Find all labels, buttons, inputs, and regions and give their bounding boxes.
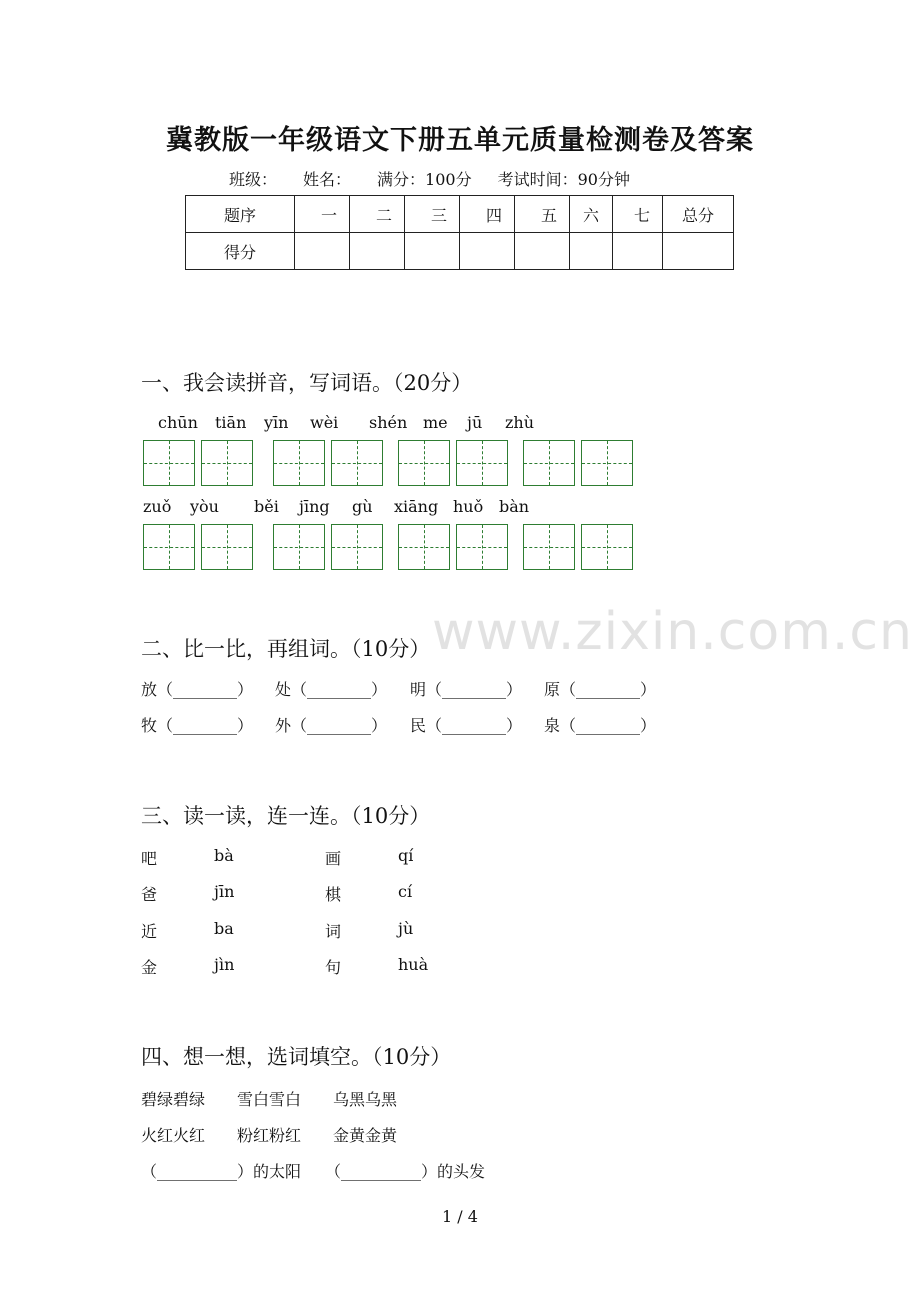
word-blank[interactable]: 民（________） bbox=[410, 716, 523, 735]
score-cell[interactable] bbox=[570, 233, 613, 270]
match-pinyin[interactable]: huà bbox=[398, 955, 429, 974]
writing-grid[interactable] bbox=[581, 440, 633, 486]
pinyin: xiāng bbox=[394, 497, 439, 516]
section1-heading: 一、我会读拼音，写词语。（20分） bbox=[141, 371, 473, 395]
match-pinyin[interactable]: qí bbox=[398, 846, 414, 865]
word-bank-line-1: 碧绿碧绿 雪白雪白 乌黑乌黑 bbox=[141, 1090, 398, 1109]
header-cell: 总分 bbox=[663, 196, 734, 233]
score-cell[interactable] bbox=[460, 233, 515, 270]
pinyin: shén bbox=[369, 413, 408, 432]
score-cell[interactable] bbox=[405, 233, 460, 270]
score-cell[interactable] bbox=[295, 233, 350, 270]
match-pinyin[interactable]: jīn bbox=[214, 882, 235, 901]
pinyin: běi bbox=[254, 497, 279, 516]
full-score: 满分：100分 bbox=[377, 170, 472, 189]
score-table bbox=[185, 195, 734, 270]
pinyin: tiān bbox=[215, 413, 247, 432]
pinyin: yòu bbox=[190, 497, 219, 516]
writing-grid[interactable] bbox=[273, 524, 325, 570]
header-cell: 一 bbox=[295, 196, 350, 233]
match-character[interactable]: 近 bbox=[141, 922, 158, 941]
pinyin: jū bbox=[467, 413, 483, 432]
section4-heading: 四、想一想，选词填空。（10分） bbox=[141, 1045, 452, 1069]
writing-grid[interactable] bbox=[273, 440, 325, 486]
match-pinyin[interactable]: bà bbox=[214, 846, 234, 865]
writing-grid[interactable] bbox=[201, 440, 253, 486]
match-character[interactable]: 画 bbox=[325, 849, 342, 868]
writing-grid[interactable] bbox=[201, 524, 253, 570]
pinyin: huǒ bbox=[453, 497, 484, 516]
match-character[interactable]: 词 bbox=[325, 922, 342, 941]
writing-grid[interactable] bbox=[331, 440, 383, 486]
class-label: 班级： bbox=[229, 170, 278, 189]
match-pinyin[interactable]: jù bbox=[398, 919, 414, 938]
writing-grid[interactable] bbox=[331, 524, 383, 570]
fill-blank-line[interactable]: （__________）的太阳 （__________）的头发 bbox=[141, 1162, 486, 1181]
match-pinyin[interactable]: ba bbox=[214, 919, 234, 938]
pinyin: me bbox=[423, 413, 448, 432]
exam-meta bbox=[229, 167, 630, 190]
section2-heading: 二、比一比，再组词。（10分） bbox=[141, 637, 431, 661]
page-number: 1 / 4 bbox=[442, 1207, 478, 1226]
match-pinyin[interactable]: jìn bbox=[214, 955, 235, 974]
word-blank[interactable]: 泉（________） bbox=[544, 716, 657, 735]
writing-grid[interactable] bbox=[143, 524, 195, 570]
match-character[interactable]: 句 bbox=[325, 958, 342, 977]
word-blank[interactable]: 放（________） bbox=[141, 680, 254, 699]
pinyin: zhù bbox=[505, 413, 535, 432]
word-blank[interactable]: 原（________） bbox=[544, 680, 657, 699]
header-cell: 七 bbox=[613, 196, 663, 233]
score-cell[interactable] bbox=[350, 233, 405, 270]
name-label: 姓名： bbox=[303, 170, 352, 189]
exam-time: 考试时间：90分钟 bbox=[497, 170, 630, 189]
writing-grid[interactable] bbox=[456, 440, 508, 486]
match-character[interactable]: 吧 bbox=[141, 849, 158, 868]
pinyin: wèi bbox=[310, 413, 339, 432]
pinyin: gù bbox=[352, 497, 373, 516]
row-label: 得分 bbox=[186, 233, 295, 270]
score-cell[interactable] bbox=[515, 233, 570, 270]
watermark: www.zixin.com.cn bbox=[432, 602, 913, 662]
word-blank[interactable]: 明（________） bbox=[410, 680, 523, 699]
header-cell: 五 bbox=[515, 196, 570, 233]
word-blank[interactable]: 外（________） bbox=[275, 716, 388, 735]
word-bank-line-2: 火红火红 粉红粉红 金黄金黄 bbox=[141, 1126, 398, 1145]
match-pinyin[interactable]: cí bbox=[398, 882, 413, 901]
writing-grid[interactable] bbox=[456, 524, 508, 570]
header-cell: 三 bbox=[405, 196, 460, 233]
score-cell[interactable] bbox=[613, 233, 663, 270]
document-title: 冀教版一年级语文下册五单元质量检测卷及答案 bbox=[166, 125, 754, 156]
pinyin: chūn bbox=[158, 413, 198, 432]
header-cell: 题序 bbox=[186, 196, 295, 233]
writing-grid[interactable] bbox=[581, 524, 633, 570]
pinyin: yīn bbox=[264, 413, 289, 432]
word-blank[interactable]: 牧（________） bbox=[141, 716, 254, 735]
writing-grid[interactable] bbox=[398, 524, 450, 570]
score-cell[interactable] bbox=[663, 233, 734, 270]
header-cell: 二 bbox=[350, 196, 405, 233]
writing-grid[interactable] bbox=[523, 524, 575, 570]
score-table-score-row bbox=[186, 233, 734, 270]
pinyin: zuǒ bbox=[143, 497, 172, 516]
header-cell: 六 bbox=[570, 196, 613, 233]
word-blank[interactable]: 处（________） bbox=[275, 680, 388, 699]
writing-grid[interactable] bbox=[398, 440, 450, 486]
pinyin: bàn bbox=[499, 497, 530, 516]
match-character[interactable]: 棋 bbox=[325, 885, 342, 904]
writing-grid[interactable] bbox=[143, 440, 195, 486]
header-cell: 四 bbox=[460, 196, 515, 233]
writing-grid[interactable] bbox=[523, 440, 575, 486]
score-table-header-row bbox=[186, 196, 734, 233]
section3-heading: 三、读一读，连一连。（10分） bbox=[141, 804, 431, 828]
pinyin: jīng bbox=[299, 497, 330, 516]
match-character[interactable]: 金 bbox=[141, 958, 158, 977]
match-character[interactable]: 爸 bbox=[141, 885, 158, 904]
